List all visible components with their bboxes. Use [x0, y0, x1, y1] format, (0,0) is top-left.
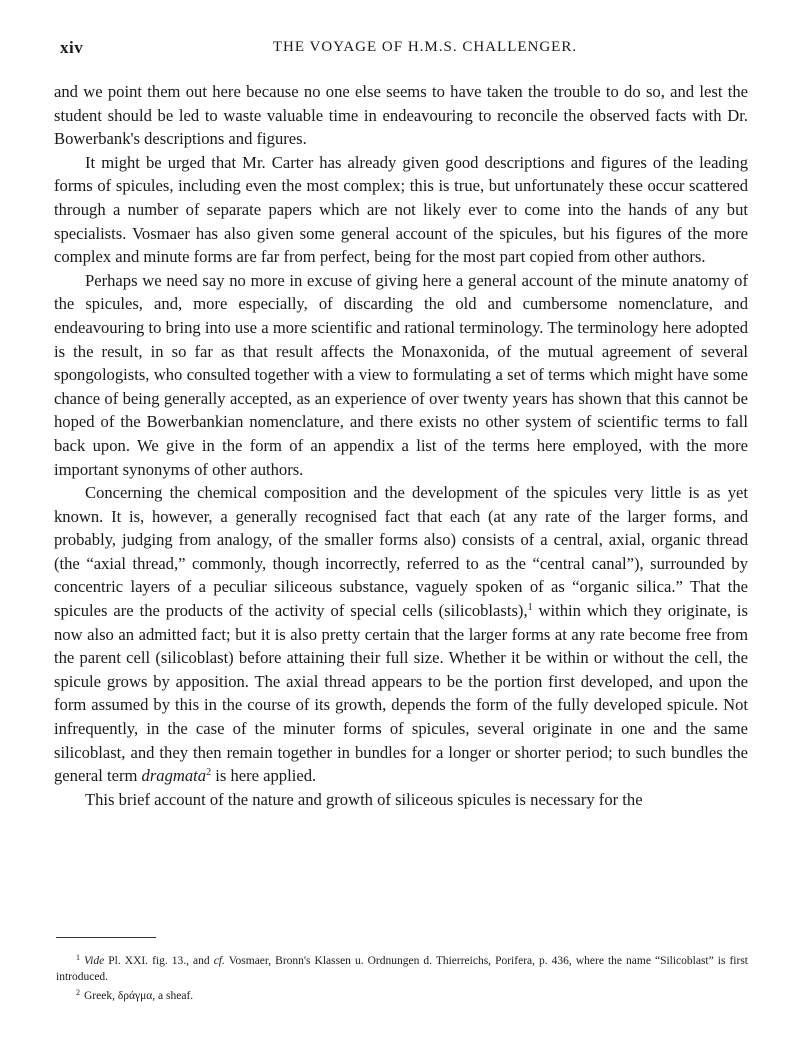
footnotes	[56, 950, 748, 1005]
term-dragmata: dragmata	[141, 766, 207, 786]
paragraph-3: Perhaps we need say no more in excuse of giving here a general account of the minute anatomy of the spicules, and, more especially, of discarding the old and cumbersome nomenclature, and endeavouring to bring into use a more scientific and rational terminology. The terminology here adopted is the result, in so far as that result affects the Monaxonida, of the mutual agreement of several spongologists, who consulted together with a view to formulating a set of terms which might have some chance of being generally accepted, as an experience of over twenty years has shown that this cannot be hoped of the Bowerbankian nomenclature, and there exists no other system of scientific terms to fall back upon. We give in the form of an appendix a list of the terms here employed, with the more important synonyms of other authors.	[54, 270, 748, 479]
paragraph-4-text-a: Concerning the chemical composition and the development of the spicules very little is as yet known. It is, however, a generally recognised fact that each (at any rate of the larger forms, and probably, judging from analogy, of the smaller forms also) consists of a central, axial, organic thread (the “axial thread,” commonly, though incorrectly, referred to as the “central canal”), surrounded by concentric layers of a peculiar siliceous substance, vaguely spoken of as “organic silica.” That the spicules are the products of the activity of special cells (silicoblasts),	[54, 483, 748, 621]
footnote-2-text: Greek, δράγμα, a sheaf.	[84, 990, 194, 1002]
footnote-ref-2: 2	[206, 767, 212, 779]
paragraph-2: It might be urged that Mr. Carter has already given good descriptions and figures of the leading forms of spicules, including even the most complex; this is true, but unfortunately these occur scattered through a number of separate papers which are not likely ever to come into the hands of any but specialists. Vosmaer has also given some general account of the spicules, but his figures of the more complex and minute forms are far from perfect, being for the most part copied from other authors.	[54, 152, 748, 267]
footnote-2-number: 2	[76, 988, 80, 997]
footnote-1-text-b: Vosmaer, Bronn's Klassen u. Ordnungen d. Thierreichs, Porifera, p. 436, where the name “Silicoblast” is first introduced.	[56, 955, 748, 983]
paragraph-1: and we point them out here because no one else seems to have taken the trouble to do so, and lest the student should be led to waste valuable time in endeavouring to reconcile the observed facts with Dr. Bowerbank's descriptions and figures.	[54, 82, 748, 149]
footnote-2	[56, 985, 748, 1005]
footnote-1-cf: cf.	[213, 955, 225, 967]
paragraph-4	[54, 481, 748, 788]
footnote-1-number: 1	[76, 953, 80, 962]
page-header	[60, 38, 750, 62]
footnote-divider	[56, 937, 156, 938]
footnote-1	[56, 950, 748, 985]
body-text	[54, 80, 748, 811]
footnote-1-vide: Vide	[84, 955, 105, 967]
footnote-ref-1: 1	[527, 602, 533, 614]
paragraph-4-text-c: is here applied.	[211, 766, 317, 786]
paragraph-5: This brief account of the nature and growth of siliceous spicules is necessary for the	[85, 789, 643, 809]
paragraph-4-text-b: within which they originate, is now also an admitted fact; but it is also pretty certain that the larger forms at any rate become free from the parent cell (silicoblast) before attaining their full size. Whether it be within or without the cell, the spicule grows by apposition. The axial thread appears to be the portion first developed, and upon the form assumed by this in the course of its growth, depends the form of the fully developed spicule. Not infrequently, in the case of the minuter forms of spicules, several originate in one and the same silicoblast, and they then remain together in bundles for a longer or shorter period; to such bundles the general term	[54, 601, 748, 786]
running-title: THE VOYAGE OF H.M.S. CHALLENGER.	[272, 39, 578, 55]
page-number: xiv	[60, 38, 84, 57]
footnote-1-text-a: Pl. XXI. fig. 13., and	[104, 955, 214, 967]
